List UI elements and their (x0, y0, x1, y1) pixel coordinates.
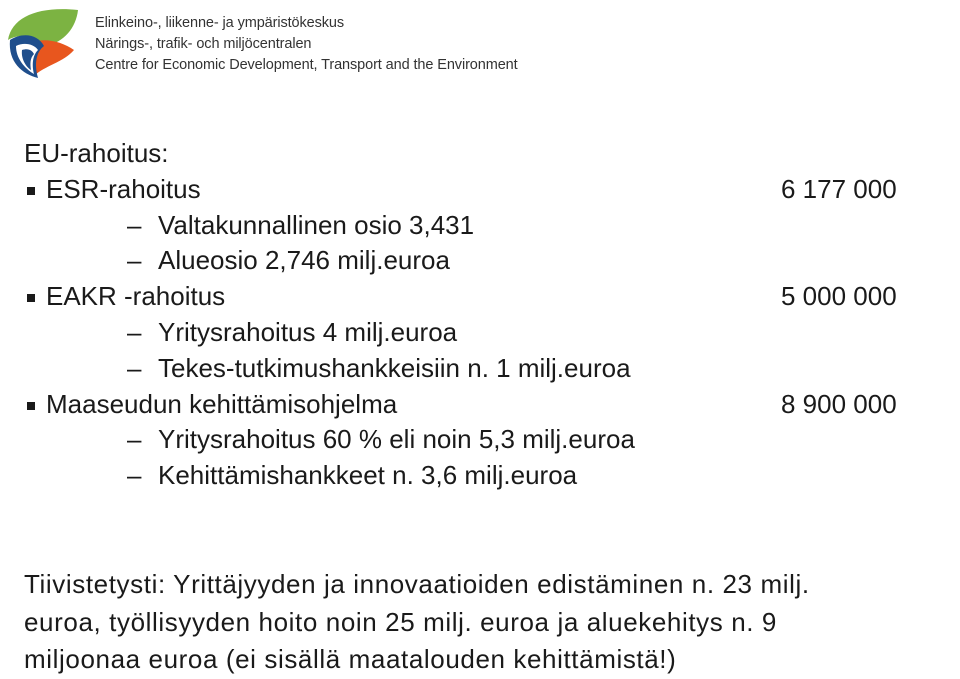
subitem (24, 208, 924, 244)
section-label: EAKR -rahoitus (46, 281, 226, 312)
organization-name (95, 13, 518, 76)
subitem-text: Alueosio 2,746 milj.euroa (158, 245, 450, 276)
org-name-swedish: Närings-, trafik- och miljöcentralen (95, 36, 312, 52)
subitem-text: Yritysrahoitus 4 milj.euroa (158, 316, 458, 347)
subitem-text: Tekes-tutkimushankkeisiin n. 1 milj.euroa (158, 352, 631, 383)
subitem (24, 351, 924, 387)
subitem (24, 422, 924, 458)
summary-line: euroa, työllisyyden hoito noin 25 milj. euroa ja aluekehitys n. 9 (24, 606, 777, 637)
dash-icon: – (127, 352, 142, 383)
dash-icon: – (127, 245, 142, 276)
summary-line: miljoonaa euroa (ei sisällä maatalouden kehittämistä!) (24, 644, 677, 674)
subitem (24, 243, 924, 279)
heading: EU-rahoitus: (24, 138, 169, 168)
dash-icon: – (127, 424, 142, 455)
section-eakr (24, 279, 924, 315)
dash-icon: – (127, 460, 142, 491)
section-amount: 8 900 000 (781, 388, 897, 419)
funding-list (24, 136, 924, 494)
section-amount: 6 177 000 (781, 173, 897, 204)
org-name-english: Centre for Economic Development, Transport and the Environment (95, 57, 518, 73)
section-label: ESR-rahoitus (46, 173, 201, 204)
ely-centre-logo-icon (4, 6, 82, 82)
subitem (24, 458, 924, 494)
square-bullet-icon (27, 402, 35, 410)
section-esr (24, 172, 924, 208)
subitem-text: Kehittämishankkeet n. 3,6 milj.euroa (158, 460, 578, 491)
section-amount: 5 000 000 (781, 281, 897, 312)
subitem (24, 315, 924, 351)
summary-line: Tiivistetysti: Yrittäjyyden ja innovaatioiden edistäminen n. 23 milj. (24, 569, 810, 599)
square-bullet-icon (27, 294, 35, 302)
dash-icon: – (127, 316, 142, 347)
org-name-finnish: Elinkeino-, liikenne- ja ympäristökeskus (95, 15, 345, 31)
dash-icon: – (127, 209, 142, 240)
section-rural-development (24, 387, 924, 423)
square-bullet-icon (27, 187, 35, 195)
summary-paragraph (24, 566, 954, 679)
section-label: Maaseudun kehittämisohjelma (46, 388, 398, 419)
subitem-text: Yritysrahoitus 60 % eli noin 5,3 milj.euroa (158, 424, 635, 455)
subitem-text: Valtakunnallinen osio 3,431 (158, 209, 475, 240)
